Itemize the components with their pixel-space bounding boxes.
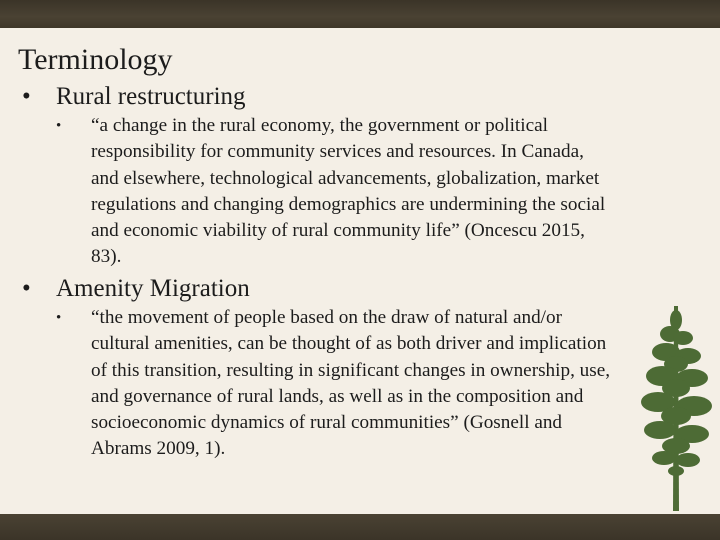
definition-quote: “the movement of people based on the draw of natural and/or cultural amenities, can be thought of as both driver and implication of this transition, resulting in significant changes in ownership, use, and governance of rural lands, as well as in the composition and socioeconomic dynamics of rural communities” (Gosnell and Abrams 2009, 1). — [91, 307, 611, 460]
top-band — [0, 0, 720, 28]
bullet-marker: • — [56, 118, 62, 134]
section-heading: Rural restructuring — [56, 83, 246, 110]
bullet-marker: • — [56, 310, 62, 326]
bottom-band — [0, 514, 720, 540]
definition-quote: “a change in the rural economy, the government or political responsibility for community services and resources. In Canada, and elsewhere, technological advancements, globalization, market regulations and changing demographics are undermining the social and economic viability of rural community life” (Oncescu 2015, 83). — [91, 115, 606, 268]
bullet-marker: • — [22, 83, 31, 110]
sub-bullet-amenity-migration — [56, 305, 616, 463]
bullet-marker: • — [22, 275, 31, 302]
sub-bullet-rural-restructuring — [56, 113, 616, 271]
section-heading: Amenity Migration — [56, 275, 250, 302]
slide-title: Terminology — [18, 43, 173, 76]
pine-tree-icon — [636, 306, 716, 516]
